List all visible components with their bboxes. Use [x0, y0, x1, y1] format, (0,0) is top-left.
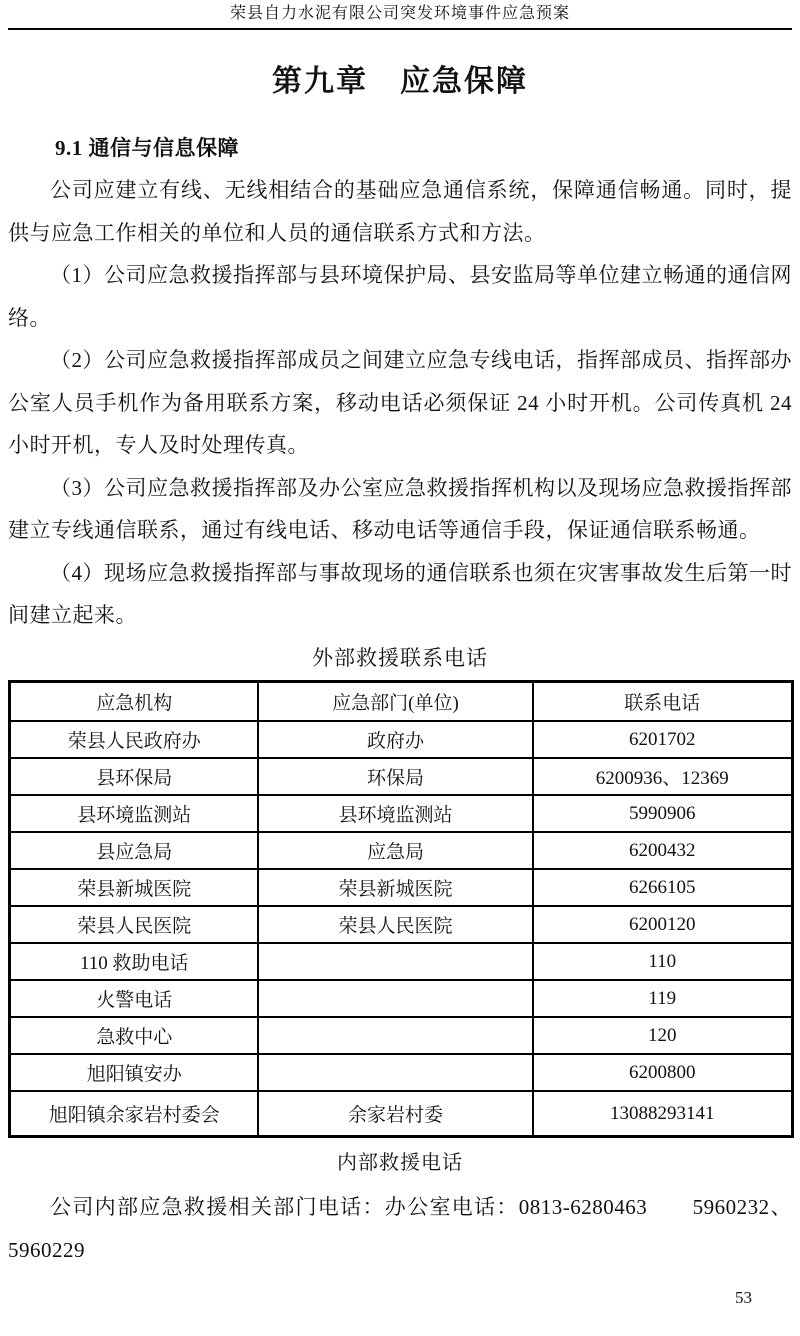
table-cell [258, 1017, 532, 1054]
table-cell: 荣县人民政府办 [10, 721, 259, 758]
external-rescue-table-header [10, 682, 793, 722]
table-cell: 6200800 [533, 1054, 793, 1091]
table-cell: 应急局 [258, 832, 532, 869]
table-cell: 110 救助电话 [10, 943, 259, 980]
table-cell: 6266105 [533, 869, 793, 906]
table-cell: 火警电话 [10, 980, 259, 1017]
table-row [10, 721, 793, 758]
running-header: 荣县自力水泥有限公司突发环境事件应急预案 [229, 5, 570, 22]
table-row [10, 832, 793, 869]
table-cell: 13088293141 [533, 1091, 793, 1137]
column-header-phone: 联系电话 [533, 682, 793, 722]
external-table-caption: 外部救援联系电话 [312, 645, 488, 670]
table-cell: 荣县新城医院 [258, 869, 532, 906]
table-cell: 县环保局 [10, 758, 259, 795]
header-rule [8, 28, 792, 30]
table-row [10, 943, 793, 980]
external-rescue-table-body [10, 721, 793, 1137]
table-cell: 120 [533, 1017, 793, 1054]
table-cell [258, 943, 532, 980]
internal-phone-text: 公司内部应急救援相关部门电话：办公室电话：0813-6280463 5960232、5960229 [8, 1195, 792, 1262]
table-cell: 急救中心 [10, 1017, 259, 1054]
column-header-agency: 应急机构 [10, 682, 259, 722]
paragraph-item-3: （3）公司应急救援指挥部及办公室应急救援指挥机构以及现场应急救援指挥部建立专线通信联系，通过有线电话、移动电话等通信手段，保证通信联系畅通。 [8, 475, 792, 542]
section-heading: 9.1 通信与信息保障 [55, 136, 239, 160]
table-cell [258, 980, 532, 1017]
table-cell: 环保局 [258, 758, 532, 795]
table-cell: 政府办 [258, 721, 532, 758]
table-cell: 6200120 [533, 906, 793, 943]
table-cell: 5990906 [533, 795, 793, 832]
table-cell: 荣县新城医院 [10, 869, 259, 906]
table-cell: 119 [533, 980, 793, 1017]
page-number: 53 [735, 1288, 752, 1307]
table-row [10, 795, 793, 832]
table-row [10, 869, 793, 906]
table-cell: 6201702 [533, 721, 793, 758]
paragraph-item-4: （4）现场应急救援指挥部与事故现场的通信联系也须在灾害事故发生后第一时间建立起来。 [8, 560, 792, 627]
chapter-title: 第九章 应急保障 [272, 65, 528, 98]
table-row [10, 980, 793, 1017]
table-cell: 县应急局 [10, 832, 259, 869]
table-cell: 6200432 [533, 832, 793, 869]
table-row [10, 906, 793, 943]
body-text [8, 169, 792, 637]
table-cell: 旭阳镇余家岩村委会 [10, 1091, 259, 1137]
column-header-department: 应急部门(单位) [258, 682, 532, 722]
table-cell: 6200936、12369 [533, 758, 793, 795]
paragraph-item-2: （2）公司应急救援指挥部成员之间建立应急专线电话，指挥部成员、指挥部办公室人员手机作为备用联系方案，移动电话必须保证 24 小时开机。公司传真机 24 小时开机，专人及时处理传真。 [8, 348, 792, 457]
table-row [10, 758, 793, 795]
paragraph-item-1: （1）公司应急救援指挥部与县环境保护局、县安监局等单位建立畅通的通信网络。 [8, 263, 792, 330]
table-cell: 荣县人民医院 [258, 906, 532, 943]
external-rescue-table [8, 680, 794, 1138]
table-cell: 余家岩村委 [258, 1091, 532, 1137]
table-cell: 旭阳镇安办 [10, 1054, 259, 1091]
table-row [10, 1054, 793, 1091]
table-cell: 荣县人民医院 [10, 906, 259, 943]
internal-table-caption: 内部救援电话 [337, 1152, 463, 1174]
table-cell [258, 1054, 532, 1091]
table-cell: 县环境监测站 [258, 795, 532, 832]
paragraph-intro: 公司应建立有线、无线相结合的基础应急通信系统，保障通信畅通。同时，提供与应急工作相关的单位和人员的通信联系方式和方法。 [8, 178, 792, 245]
table-cell: 110 [533, 943, 793, 980]
table-cell: 县环境监测站 [10, 795, 259, 832]
table-header-row [10, 682, 793, 722]
table-row [10, 1091, 793, 1137]
table-row [10, 1017, 793, 1054]
